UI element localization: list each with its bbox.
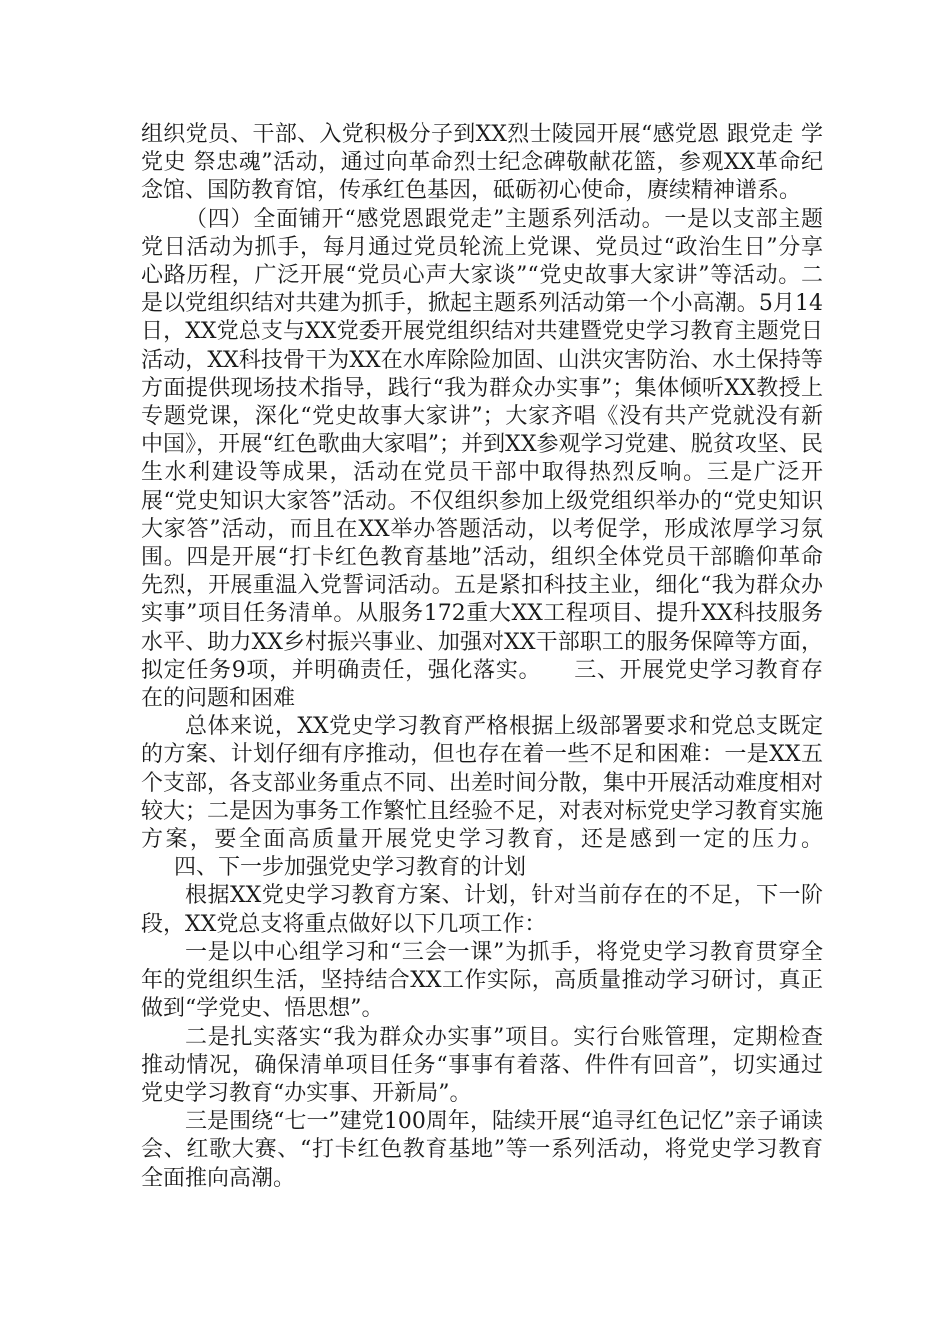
heading-section-4: 四、下一步加强党史学习教育的计划 <box>174 855 527 881</box>
paragraph-7: 三是围绕“七一”建党100周年，陆续开展“追寻红色记忆”亲子诵读会、红歌大赛、“打卡红色教育基地”等一系列活动，将党史学习教育全面推向高潮。 <box>141 1109 823 1191</box>
paragraph-3-text: 总体来说，XX党史学习教育严格根据上级部署要求和党总支既定的方案、计划仔细有序推动，但也存在着一些不足和困难：一是XX五个支部，各支部业务重点不同、出差时间分散，集中开展活动难度相对较大；二是因为事务工作繁忙且经验不足，对表对标党史学习教育实施方案，要全面高质量开展党史学习教育，还是感到一定的压力。 <box>141 714 824 853</box>
document-body <box>141 121 823 1193</box>
heading-section-3: 三、开展党史学习教育存在的问题和困难 <box>141 657 823 712</box>
paragraph-2-text: （四）全面铺开“感党恩跟党走”主题系列活动。一是以支部主题党日活动为抓手，每月通过党员轮流上党课、党员过“政治生日”分享心路历程，广泛开展“党员心声大家谈”“党史故事大家讲”等活动。二是以党组织结对共建为抓手，掀起主题系列活动第一个小高潮。5月14日，XX党总支与XX党委开展党组织结对共建暨党史学习教育主题党日活动，XX科技骨干为XX在水库除险加固、山洪灾害防治、水土保持等方面提供现场技术指导，践行“我为群众办实事”；集体倾听XX教授上专题党课，深化“党史故事大家讲”；大家齐唱《没有共产党就没有新中国》，开展“红色歌曲大家唱”；并到XX参观学习党建、脱贫攻坚、民生水利建设等成果，活动在党员干部中取得热烈反响。三是广泛开展“党史知识大家答”活动。不仅组织参加上级党组织举办的“党史知识大家答”活动，而且在XX举办答题活动，以考促学，形成浓厚学习氛围。四是开展“打卡红色教育基地”活动，组织全体党员干部瞻仰革命先烈，开展重温入党誓词活动。五是紧扣科技主业，细化“我为群众办实事”项目任务清单。从服务172重大XX工程项目、提升XX科技服务水平、助力XX乡村振兴事业、加强对XX干部职工的服务保障等方面，拟定任务9项，并明确责任，强化落实。 <box>141 206 823 683</box>
paragraph-3 <box>141 713 823 882</box>
paragraph-1: 组织党员、干部、入党积极分子到XX烈士陵园开展“感党恩 跟党走 学党史 祭忠魂”活动，通过向革命烈士纪念碑敬献花篮，参观XX革命纪念馆、国防教育馆，传承红色基因，砥砺初心使命，赓续精神谱系。 <box>141 122 823 204</box>
paragraph-6: 二是扎实落实“我为群众办实事”项目。实行台账管理，定期检查推动情况，确保清单项目任务“事事有着落、件件有回音”，切实通过党史学习教育“办实事、开新局”。 <box>141 1024 823 1106</box>
paragraph-4: 根据XX党史学习教育方案、计划，针对当前存在的不足，下一阶段，XX党总支将重点做好以下几项工作： <box>141 883 823 937</box>
paragraph-5: 一是以中心组学习和“三会一课”为抓手，将党史学习教育贯穿全年的党组织生活，坚持结合XX工作实际，高质量推动学习研讨，真正做到“学党史、悟思想”。 <box>141 939 823 1022</box>
paragraph-2-section-4 <box>141 206 823 714</box>
